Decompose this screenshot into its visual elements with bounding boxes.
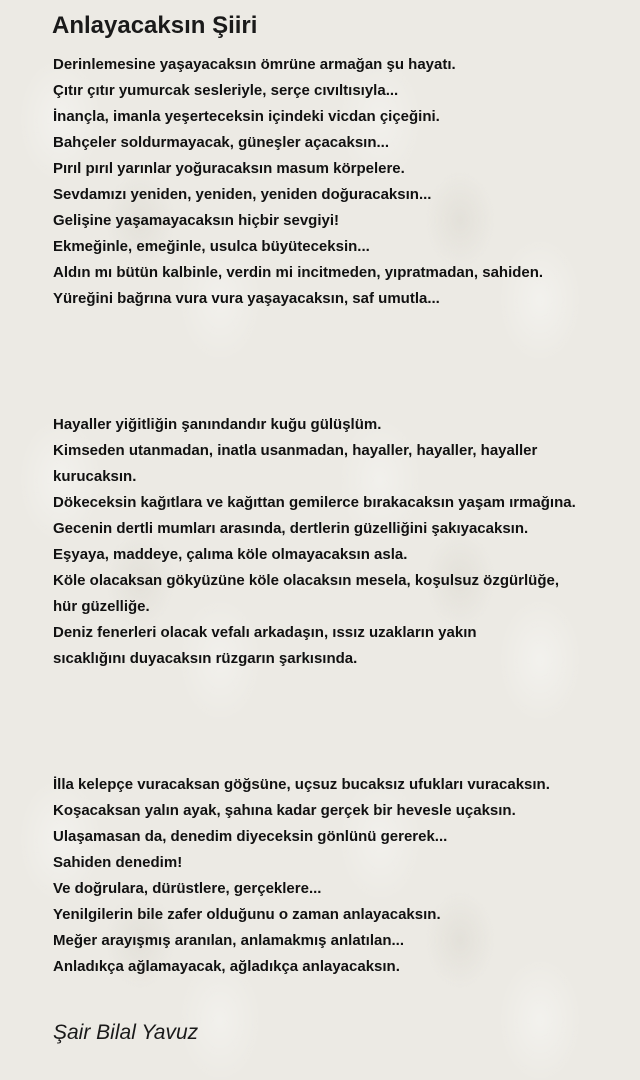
poem-line: Köle olacaksan gökyüzüne köle olacaksın mesela, koşulsuz özgürlüğe, (53, 572, 560, 589)
poem-line: Eşyaya, maddeye, çalıma köle olmayacaksın asla. (53, 546, 408, 563)
poem-line: Gelişine yaşamayacaksın hiçbir sevgiyi! (53, 212, 339, 229)
poem-line: Koşacaksan yalın ayak, şahına kadar gerçek bir hevesle uçaksın. (53, 802, 516, 819)
poem-author: Şair Bilal Yavuz (53, 1021, 199, 1044)
poem-line: Dökeceksin kağıtlara ve kağıttan gemilerce bırakacaksın yaşam ırmağına. (53, 494, 576, 511)
poem-line: Sahiden denedim! (53, 854, 183, 871)
poem-line: Ve doğrulara, dürüstlere, gerçeklere... (53, 880, 322, 897)
poem-line: Derinlemesine yaşayacaksın ömrüne armağan şu hayatı. (53, 56, 456, 73)
stanza-3 (53, 772, 633, 980)
stanza-1 (53, 52, 633, 312)
poem-title: Anlayacaksın Şiiri (52, 12, 258, 39)
poem-line: Bahçeler soldurmayacak, güneşler açacaksın... (53, 134, 390, 151)
poem-line: sıcaklığını duyacaksın rüzgarın şarkısında. (53, 650, 358, 667)
poem-line: Hayaller yiğitliğin şanındandır kuğu gülüşlüm. (53, 416, 382, 433)
stanza-2 (53, 412, 633, 672)
poem-line: Kimseden utanmadan, inatla usanmadan, hayaller, hayaller, hayaller (53, 442, 538, 459)
poem-line: Gecenin dertli mumları arasında, dertlerin güzelliğini şakıyacaksın. (53, 520, 529, 537)
poem-line: Yüreğini bağrına vura vura yaşayacaksın, saf umutla... (53, 290, 440, 307)
poem-line: Anladıkça ağlamayacak, ağladıkça anlayacaksın. (53, 958, 400, 975)
poem-line: Çıtır çıtır yumurcak sesleriyle, serçe cıvıltısıyla... (53, 82, 399, 99)
poem-line: İlla kelepçe vuracaksan göğsüne, uçsuz bucaksız ufukları vuracaksın. (53, 776, 550, 793)
poem-line: hür güzelliğe. (53, 598, 150, 615)
poem-line: Meğer arayışmış aranılan, anlamakmış anlatılan... (53, 932, 404, 949)
poem-line: Pırıl pırıl yarınlar yoğuracaksın masum körpelere. (53, 160, 405, 177)
poem-line: Sevdamızı yeniden, yeniden, yeniden doğuracaksın... (53, 186, 432, 203)
poem-line: kurucaksın. (53, 468, 137, 485)
poem-line: Yenilgilerin bile zafer olduğunu o zaman anlayacaksın. (53, 906, 441, 923)
poem-line: Ekmeğinle, emeğinle, usulca büyüteceksin... (53, 238, 370, 255)
poem-line: Aldın mı bütün kalbinle, verdin mi incitmeden, yıpratmadan, sahiden. (53, 264, 544, 281)
poem-line: Deniz fenerleri olacak vefalı arkadaşın, ıssız uzakların yakın (53, 624, 477, 641)
poem-line: İnançla, imanla yeşerteceksin içindeki vicdan çiçeğini. (53, 108, 440, 125)
poem-line: Ulaşamasan da, denedim diyeceksin gönlünü gererek... (53, 828, 448, 845)
